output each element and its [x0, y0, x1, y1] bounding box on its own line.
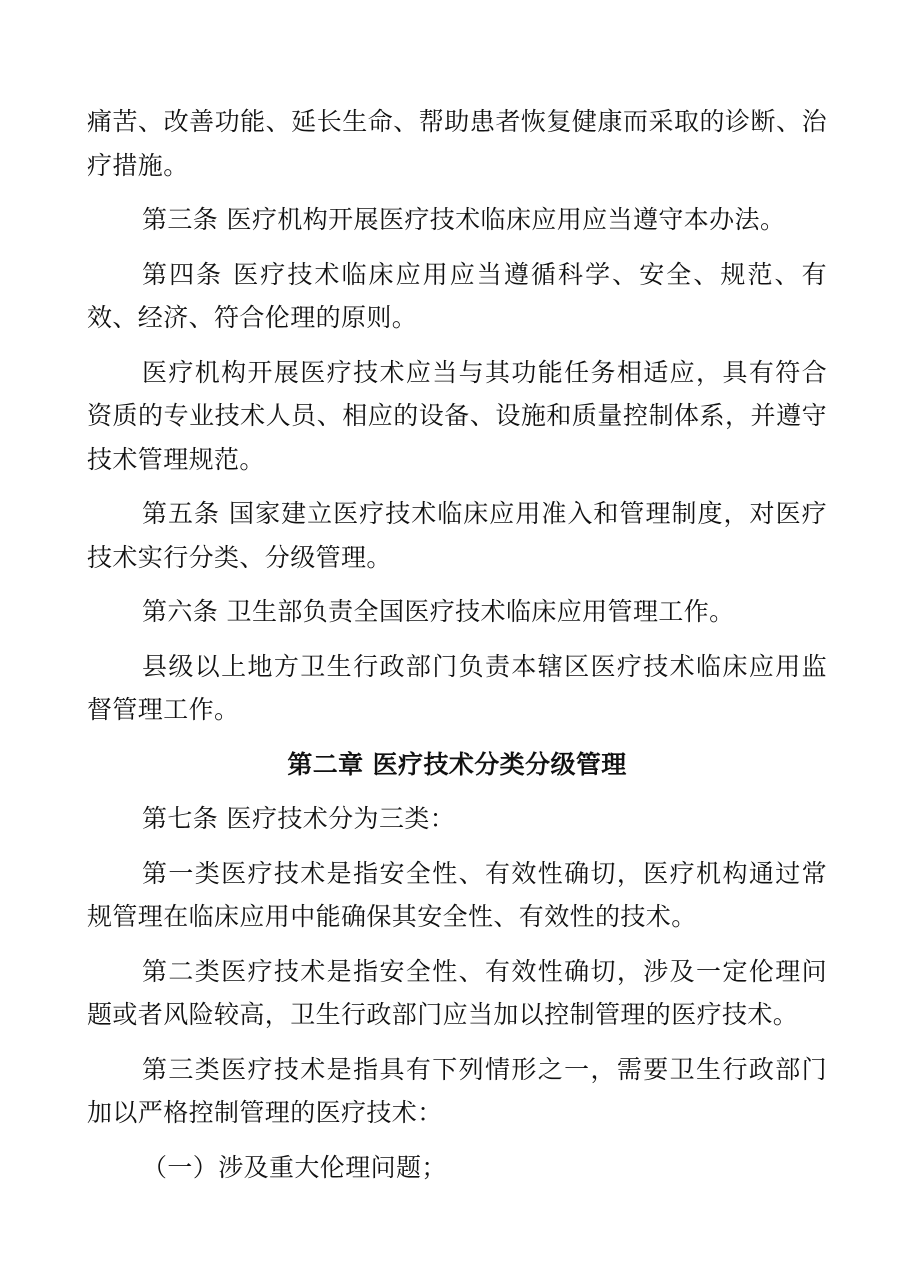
paragraph-continuation: 痛苦、改善功能、延长生命、帮助患者恢复健康而采取的诊断、治疗措施。 — [87, 107, 827, 180]
list-item: （一）涉及重大伦理问题； — [142, 1152, 447, 1182]
document-page — [87, 100, 827, 1189]
article-7: 第七条 医疗技术分为三类： — [142, 804, 456, 833]
article-3: 第三条 医疗机构开展医疗技术临床应用应当遵守本办法。 — [142, 205, 786, 234]
chapter-title: 第二章 医疗技术分类分级管理 — [287, 749, 627, 779]
article-4: 第四条 医疗技术临床应用应当遵循科学、安全、规范、有效、经济、符合伦理的原则。 — [87, 259, 827, 332]
article-6-detail: 县级以上地方卫生行政部门负责本辖区医疗技术临床应用监督管理工作。 — [87, 651, 827, 724]
article-5: 第五条 国家建立医疗技术临床应用准入和管理制度，对医疗技术实行分类、分级管理。 — [87, 499, 827, 572]
article-6: 第六条 卫生部负责全国医疗技术临床应用管理工作。 — [142, 597, 735, 626]
article-4-detail: 医疗机构开展医疗技术应当与其功能任务相适应，具有符合资质的专业技术人员、相应的设备、设施和质量控制体系，并遵守技术管理规范。 — [87, 357, 827, 474]
category-3: 第三类医疗技术是指具有下列情形之一，需要卫生行政部门加以严格控制管理的医疗技术： — [87, 1054, 827, 1127]
category-2: 第二类医疗技术是指安全性、有效性确切，涉及一定伦理问题或者风险较高，卫生行政部门应当加以控制管理的医疗技术。 — [87, 956, 827, 1029]
category-1: 第一类医疗技术是指安全性、有效性确切，医疗机构通过常规管理在临床应用中能确保其安全性、有效性的技术。 — [87, 858, 827, 931]
